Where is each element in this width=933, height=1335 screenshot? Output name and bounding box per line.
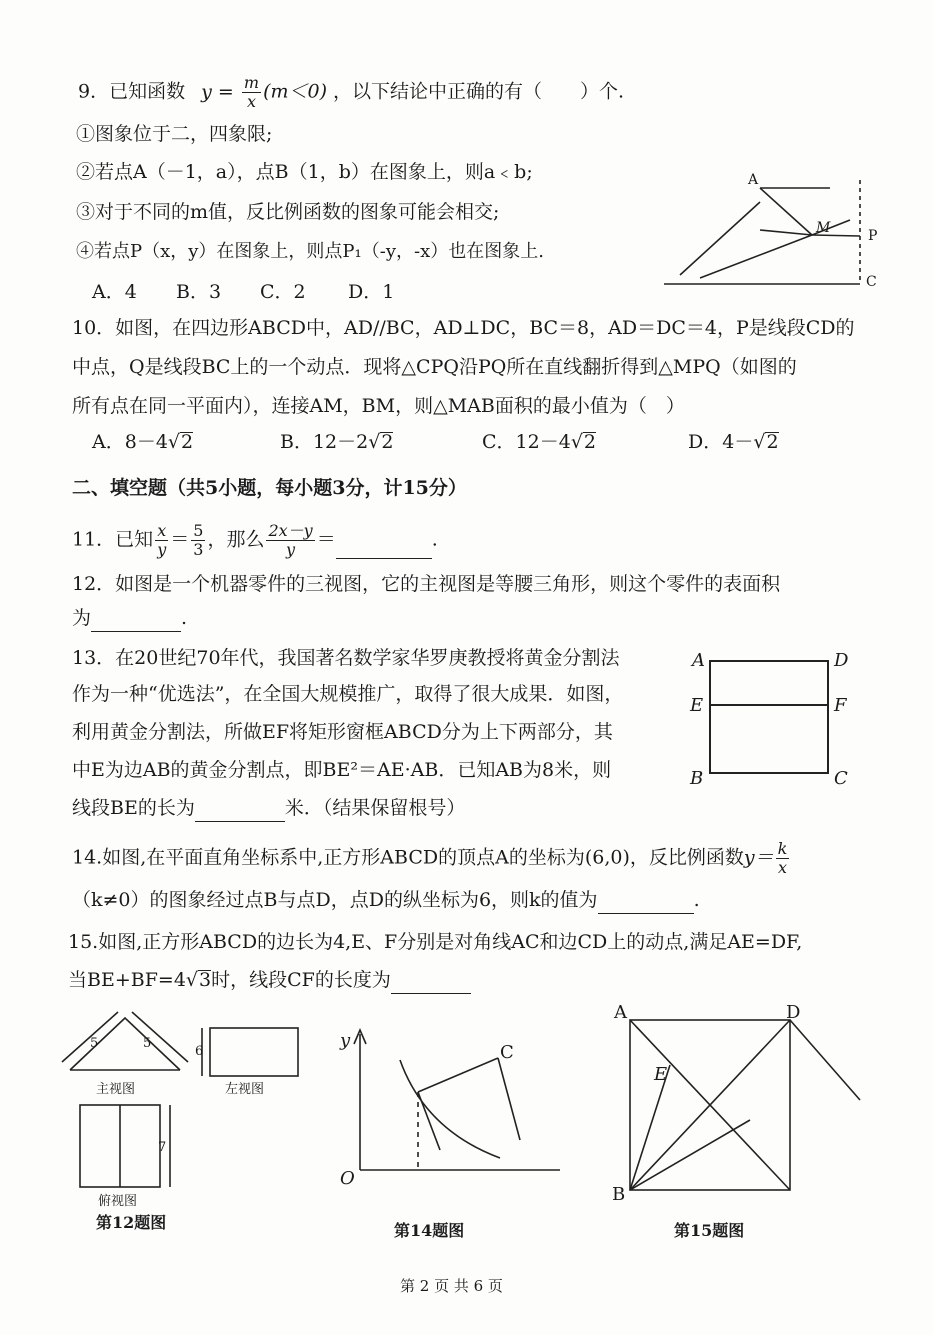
q13-label-b: B: [690, 768, 704, 789]
q11-frac1: [155, 522, 168, 559]
q10-opt-c-pre: 12－4: [515, 431, 571, 453]
fig12-dim-7: 7: [158, 1140, 167, 1155]
q11-frac3: [266, 522, 314, 559]
q11-pre: 11．已知: [72, 528, 154, 551]
q10-opt-b-pre: 12－2: [312, 431, 369, 453]
q14-line1-pre: 14.如图,在平面直角坐标系中,正方形ABCD的顶点A的坐标为(6,0)，反比例函数: [72, 846, 744, 869]
q14-line2-pre: （k≠0）的图象经过点B与点D，点D的纵坐标为6，则k的值为: [72, 889, 598, 911]
fig14-coordinate-plane: [330, 1020, 570, 1190]
fig12-top-label: 俯视图: [98, 1194, 138, 1209]
q10-fig-label-p: P: [868, 228, 878, 244]
q10-option-b: B．12－2√2: [280, 431, 394, 453]
q14-answer-blank[interactable]: [598, 893, 694, 914]
q10-opt-d-pre: 4－: [722, 431, 754, 453]
fig12-caption: 第12题图: [96, 1213, 167, 1232]
q10-opt-a-letter: A．: [92, 431, 125, 453]
q10-option-a: A．8－4√2: [92, 431, 194, 453]
q9-stem: [78, 74, 624, 111]
q10-opt-d-rad: 2: [766, 431, 779, 453]
q9-item3: ③对于不同的m值，反比例函数的图象可能会相交;: [76, 201, 500, 223]
q9-option-c: C．2: [260, 281, 306, 303]
q10-opt-a-pre: 8－4: [124, 431, 168, 453]
q9-stem-a: 9．已知函数: [78, 80, 186, 103]
q9-item2: ②若点A（－1，a），点B（1，b）在图象上，则a﹤b;: [76, 161, 533, 183]
q14-frac-den: x: [777, 858, 787, 877]
q10-line3: 所有点在同一平面内），连接AM，BM，则△MAB面积的最小值为（ ）: [72, 395, 685, 417]
section-2-heading: 二、填空题（共5小题，每小题3分，计15分）: [72, 477, 467, 499]
q9-cond: (m＜0): [263, 80, 327, 103]
q14-line1: [72, 840, 791, 877]
q11-frac2: [191, 522, 205, 559]
q10-opt-b-letter: B．: [280, 431, 313, 453]
q10-option-d: D．4－√2: [688, 431, 779, 453]
fig12-front-label: 主视图: [96, 1082, 136, 1097]
q10-fig-label-a: A: [748, 172, 759, 188]
q14-y: y＝: [743, 846, 774, 869]
q10-option-c: C．12－4√2: [482, 431, 597, 453]
q13-label-e: E: [690, 695, 704, 716]
fig12-left-label: 左视图: [225, 1082, 265, 1097]
q13-figure: [700, 655, 840, 780]
q12-line2-pre: 为: [72, 607, 92, 629]
q10-opt-c-letter: C．: [482, 431, 516, 453]
q10-opt-d-letter: D．: [688, 431, 723, 453]
q9-item1: ①图象位于二，四象限;: [76, 123, 273, 145]
fig14-label-o: O: [340, 1168, 355, 1189]
q13-line4: 中E为边AB的黄金分割点，即BE²＝AE·AB．已知AB为8米，则: [72, 759, 612, 781]
q13-label-a: A: [692, 650, 705, 671]
fig15-caption: 第15题图: [674, 1221, 745, 1240]
q11-eq: ＝: [170, 528, 190, 551]
q9-item4: ④若点P（x，y）在图象上，则点P₁（-y，-x）也在图象上.: [76, 241, 544, 262]
fig12-dim-5a: 5: [90, 1036, 99, 1051]
q12-line2: [72, 604, 187, 632]
q11-frac3-den: y: [286, 540, 296, 559]
q10-opt-c-rad: 2: [583, 431, 597, 453]
q11-end: .: [431, 528, 438, 551]
q10-figure: [660, 170, 880, 300]
q13-line1: 13．在20世纪70年代，我国著名数学家华罗庚教授将黄金分割法: [72, 647, 620, 669]
q12-line2-end: .: [181, 607, 188, 629]
q10-fig-label-m: M: [816, 220, 831, 236]
q9-formula-y: y =: [201, 80, 234, 103]
q11-frac2-num: 5: [193, 521, 204, 540]
q14-line2: [72, 886, 700, 914]
fig15-label-e: E: [654, 1064, 668, 1085]
fig12-dim-6: 6: [195, 1044, 204, 1059]
q11-frac2-den: 3: [193, 540, 204, 559]
q12-answer-blank[interactable]: [91, 611, 181, 632]
q10-line2: 中点，Q是线段BC上的一个动点．现将△CPQ沿PQ所在直线翻折得到△MPQ（如图的: [72, 356, 797, 378]
q11-eq2: ＝: [316, 528, 336, 551]
fig12-dim-5b: 5: [143, 1036, 152, 1051]
q13-line5-end: 米．（结果保留根号）: [284, 797, 466, 819]
q15-line2: 当BE+BF=4√3时，线段CF的长度为: [68, 966, 471, 994]
q9-stem-b: ，以下结论中正确的有（ ）个.: [333, 80, 625, 103]
q15-line2-pre: 当BE+BF=4: [68, 969, 186, 991]
q9-fraction: [242, 74, 261, 111]
q15-answer-blank[interactable]: [391, 973, 471, 994]
q11-frac1-num: x: [155, 522, 168, 541]
q10-line1: 10．如图，在四边形ABCD中，AD//BC，AD⊥DC，BC＝8，AD＝DC＝4，P是线段CD的: [72, 317, 855, 339]
q11-answer-blank[interactable]: [336, 538, 432, 559]
fig15-label-d: D: [786, 1002, 801, 1023]
q14-frac-num: k: [777, 839, 788, 858]
q13-label-c: C: [834, 768, 848, 789]
q9-option-d: D．1: [348, 281, 395, 303]
q15-line2-mid: 时，线段CF的长度为: [211, 969, 391, 991]
q9-frac-num: m: [243, 73, 260, 92]
q13-label-f: F: [834, 695, 847, 716]
q13-answer-blank[interactable]: [195, 801, 285, 822]
page-footer: 第 2 页 共 6 页: [400, 1277, 503, 1295]
q9-frac-den: x: [246, 92, 256, 111]
q10-fig-label-c: C: [866, 274, 877, 290]
q13-line5-pre: 线段BE的长为: [72, 797, 195, 819]
fig14-label-c: C: [500, 1042, 514, 1063]
q10-opt-b-rad: 2: [381, 431, 394, 453]
q10-opt-a-rad: 2: [181, 431, 194, 453]
q9-option-b: B．3: [176, 281, 222, 303]
q13-line2: 作为一种“优选法”，在全国大规模推广，取得了很大成果．如图，: [72, 683, 624, 705]
q14-frac: [776, 840, 790, 877]
q12-line1: 12．如图是一个机器零件的三视图，它的主视图是等腰三角形，则这个零件的表面积: [72, 573, 781, 595]
q13-line3: 利用黄金分割法，所做EF将矩形窗框ABCD分为上下两部分，其: [72, 721, 613, 743]
q11-frac1-den: y: [157, 540, 167, 559]
fig14-caption: 第14题图: [394, 1221, 465, 1240]
q13-line5: [72, 794, 465, 822]
fig15-label-b: B: [612, 1184, 626, 1205]
q15-line1: 15.如图,正方形ABCD的边长为4,E、F分别是对角线AC和边CD上的动点,满足AE=DF,: [68, 931, 803, 953]
q11-frac3-num: 2x－y: [268, 521, 313, 540]
q14-line2-end: .: [693, 889, 700, 911]
q9-option-a: A．4: [92, 281, 137, 303]
q11-mid: ，那么: [207, 528, 265, 551]
q15-rad: 3: [199, 969, 212, 991]
q11: [72, 522, 438, 559]
fig15-square: [610, 1010, 880, 1200]
q13-label-d: D: [834, 650, 849, 671]
fig14-label-y: y: [340, 1030, 351, 1051]
fig15-label-a: A: [614, 1002, 627, 1023]
